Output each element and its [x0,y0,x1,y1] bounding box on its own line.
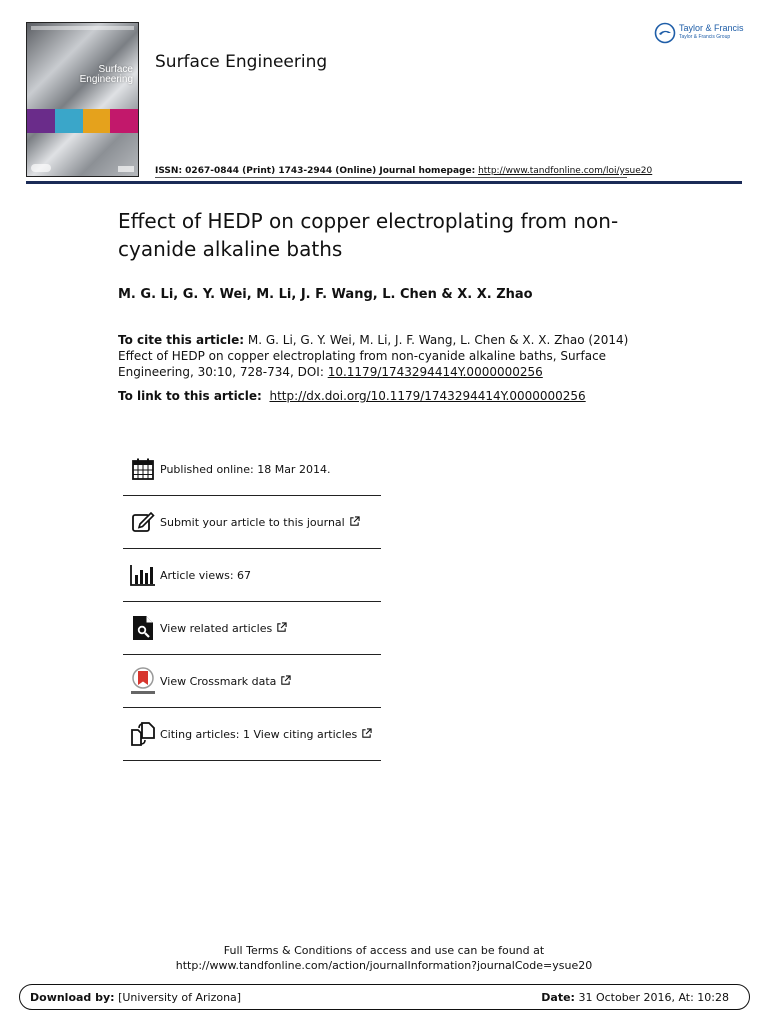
crossmark-row[interactable] [123,655,381,708]
journal-title: Surface Engineering [155,52,328,72]
citing-articles-link[interactable]: Citing articles: 1 View citing articles [160,728,372,741]
publisher-logo [654,22,744,44]
header-divider-thin [155,177,627,178]
cover-title: Surface Engineering [79,64,133,85]
bar-chart-icon [130,564,156,586]
crossmark-icon [130,666,156,696]
crossmark-link[interactable]: View Crossmark data [160,675,291,688]
publisher-name: Taylor & Francis [679,23,744,33]
terms-notice [0,943,768,973]
external-link-icon [280,675,291,686]
related-articles-row[interactable] [123,602,381,655]
related-articles-link[interactable]: View related articles [160,622,287,635]
article-doi-link[interactable]: http://dx.doi.org/10.1179/1743294414Y.0000000256 [269,389,586,403]
submit-article-row[interactable] [123,496,381,549]
citing-articles-row[interactable] [123,708,381,761]
issn-line [155,166,652,176]
submit-article-link[interactable]: Submit your article to this journal [160,516,360,529]
cite-text: M. G. Li, G. Y. Wei, M. Li, J. F. Wang, L. Chen & X. X. Zhao (2014) Effect of HEDP on copper electroplating from non-cyanide alkaline baths, Surface Engineering, 30:10, 728-734, DOI: [118,333,629,379]
taylor-francis-logo-icon [654,22,676,44]
link-label: To link to this article: [118,389,262,403]
download-date: Date: 31 October 2016, At: 10:28 [541,990,729,1004]
download-by: Download by: [University of Arizona] [30,990,242,1004]
article-link-block [118,388,586,404]
download-info-bar [19,984,750,1010]
cite-label: To cite this article: [118,333,245,347]
calendar-icon [131,457,155,481]
cite-doi-link[interactable]: 10.1179/1743294414Y.0000000256 [327,365,543,379]
issn-label: ISSN: 0267-0844 (Print) 1743-2944 (Online) Journal homepage: [155,166,476,176]
journal-homepage-link[interactable]: http://www.tandfonline.com/loi/ysue20 [478,166,653,176]
journal-cover-image [26,22,139,177]
header-divider [26,181,742,184]
terms-line: Full Terms & Conditions of access and use can be found at [223,944,545,957]
document-search-icon [132,615,154,641]
terms-url[interactable]: http://www.tandfonline.com/action/journalInformation?journalCode=ysue20 [175,959,593,972]
article-views-label: Article views: 67 [160,568,252,582]
article-info-list [123,443,381,761]
publisher-group: Taylor & Francis Group [679,34,731,40]
article-title: Effect of HEDP on copper electroplating from non-cyanide alkaline baths [118,209,619,261]
article-authors: M. G. Li, G. Y. Wei, M. Li, J. F. Wang, L. Chen & X. X. Zhao [118,287,533,302]
external-link-icon [276,622,287,633]
external-link-icon [361,728,372,739]
article-views-row [123,549,381,602]
citation-block [118,332,643,380]
published-online-label: Published online: 18 Mar 2014. [160,462,331,476]
published-online-row [123,443,381,496]
edit-icon [131,510,155,534]
citing-articles-icon [130,722,156,746]
external-link-icon [349,516,360,527]
